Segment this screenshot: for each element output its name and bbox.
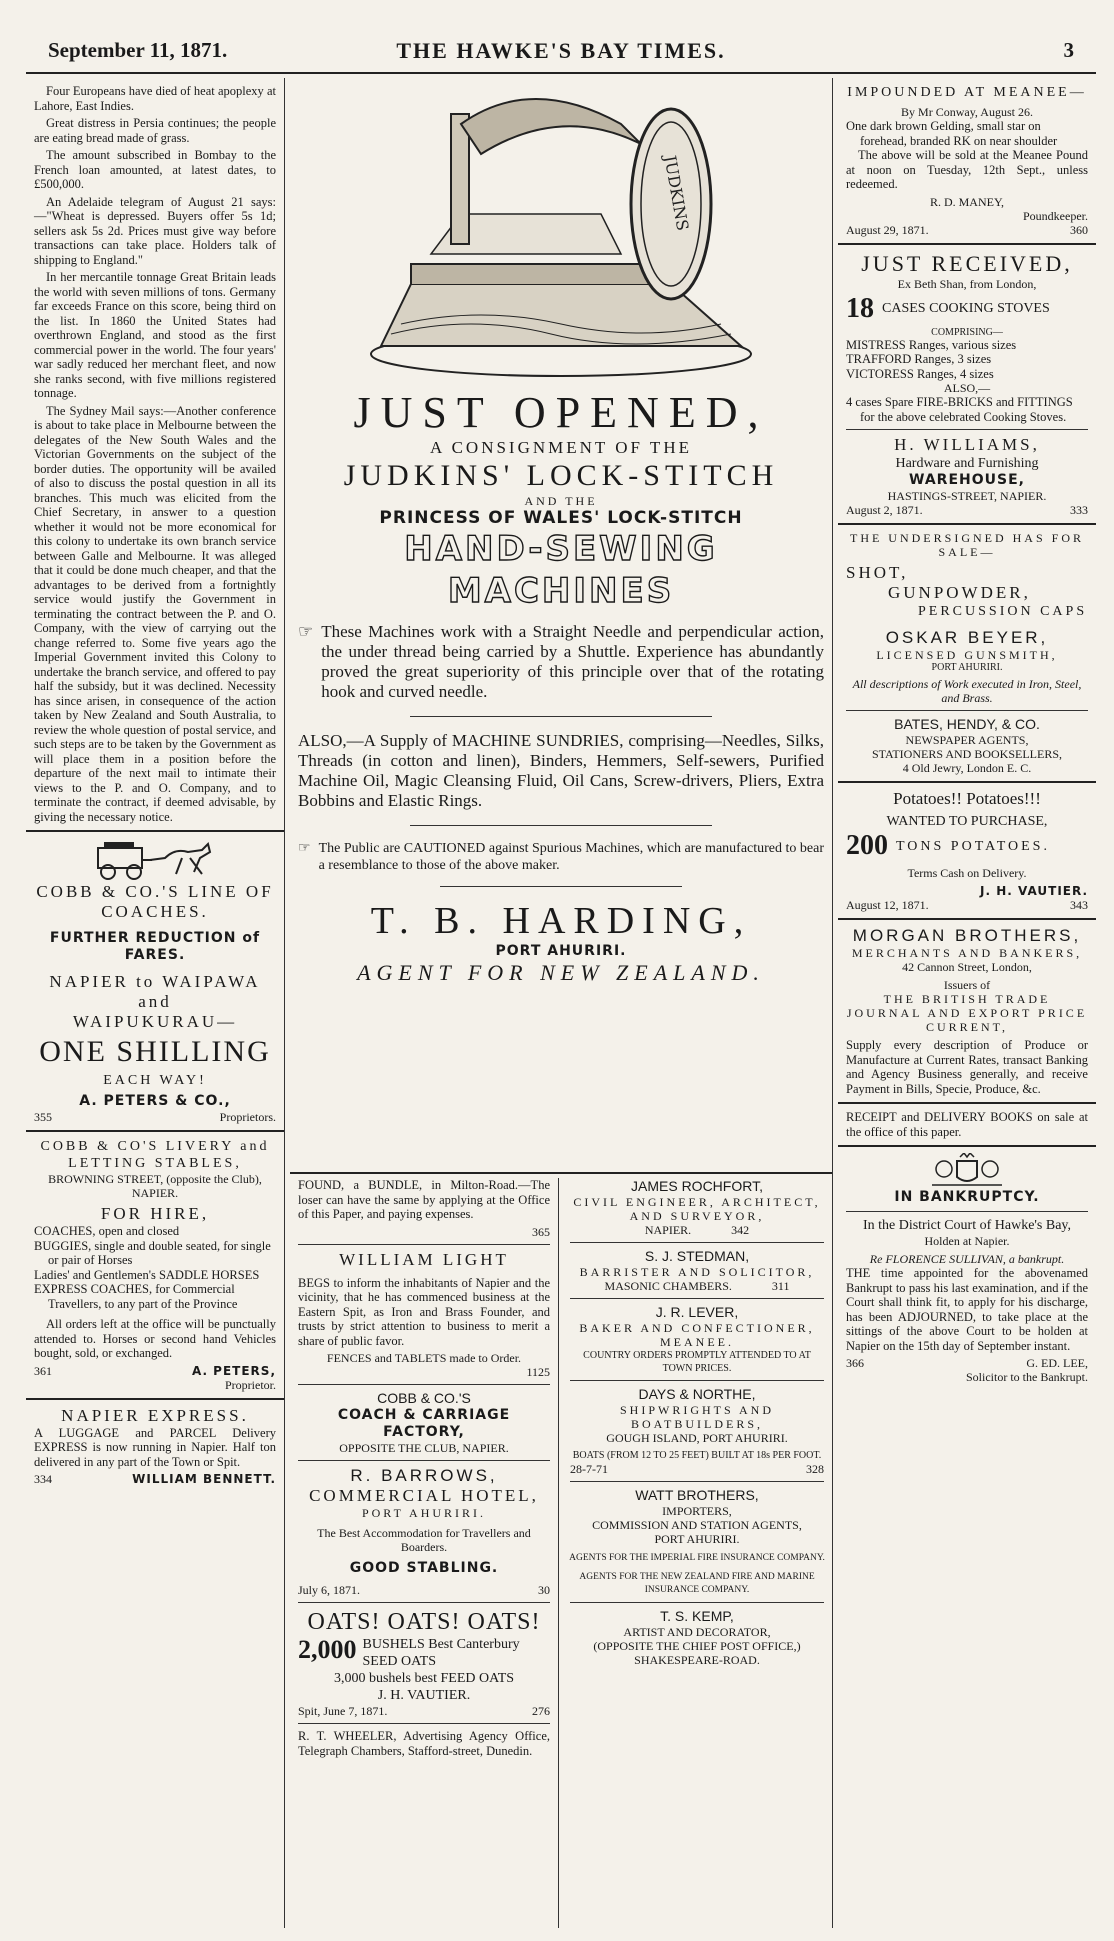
ad-number: 360 [1070, 222, 1088, 237]
lever-role: BAKER AND CONFECTIONER, [579, 1321, 815, 1335]
issue-date: September 11, 1871. [48, 38, 228, 62]
royal-coat-of-arms-icon [922, 1153, 1012, 1189]
beyer-caps: PERCUSSION CAPS [918, 604, 1088, 619]
oats-quantity: 2,000 [298, 1635, 357, 1664]
kemp-opposite: (OPPOSITE THE CHIEF POST OFFICE,) [593, 1639, 801, 1653]
masthead [26, 14, 1096, 74]
oats-heading: OATS! OATS! OATS! [307, 1609, 541, 1635]
livery-title: COBB & CO'S LIVERY and LETTING STABLES, [40, 1139, 270, 1171]
sundries-text: ALSO,—A Supply of MACHINE SUNDRIES, comprising—Needles, Silks, Threads (in cotton and linen), Binders, Hemmers, Self-sewers, Purified Machine Oil, Magic Cleansing Fluid, Oil Cans, Screw-drivers, Pliers, Extra Bobbins and Elastic Rings. [298, 731, 824, 810]
days-date: 28-7-71 [570, 1462, 608, 1476]
just-received-ex: Ex Beth Shan, from London, [897, 276, 1037, 291]
potatoes-name: J. H. VAUTIER. [980, 884, 1088, 898]
ad-number: 276 [532, 1704, 550, 1718]
kemp-name: T. S. KEMP, [660, 1608, 734, 1624]
center-right-subcolumn [562, 1178, 832, 1928]
ad-number: 355 [34, 1110, 52, 1124]
also-label: ALSO,— [943, 381, 991, 395]
morgan-role: MERCHANTS AND BANKERS, [851, 946, 1083, 960]
wheeler-notice: R. T. WHEELER, Advertising Agency Office, Telegraph Chambers, Stafford-street, Dunedin. [298, 1729, 550, 1758]
firebricks-line: 4 cases Spare FIRE-BRICKS and FITTINGS for the above celebrated Cooking Stoves. [846, 395, 1073, 424]
oats-date: Spit, June 7, 1871. [298, 1704, 388, 1718]
impound-role: Poundkeeper. [1023, 208, 1088, 223]
kemp-role: ARTIST AND DECORATOR, [623, 1625, 771, 1639]
hand-sewing-machines-heading: HAND-SEWING MACHINES [404, 529, 718, 611]
potatoes-heading: Potatoes!! Potatoes!!! [893, 789, 1041, 808]
lever-orders: COUNTRY ORDERS PROMPTLY ATTENDED TO AT TOWN PRICES. [583, 1350, 811, 1374]
stagecoach-icon [90, 838, 220, 882]
impound-by: By Mr Conway, August 26. [901, 105, 1033, 119]
comprising-label: COMPRISING— [931, 326, 1003, 338]
bates-address: 4 Old Jewry, London E. C. [902, 761, 1032, 775]
bankruptcy-held: Holden at Napier. [924, 1234, 1010, 1248]
bankruptcy-title: IN BANKRUPTCY. [894, 1189, 1040, 1205]
impound-title: IMPOUNDED AT MEANEE— [847, 85, 1087, 100]
light-fences: FENCES and TABLETS made to Order. [326, 1351, 522, 1365]
bankruptcy-text: THE time appointed for the abovenamed Bankrupt to pass his last examination, and if the Court shall think fit, to apply for his discharge, has been ADJOURNED, to take place at the sittings of the above Court to be holden at Napier on the 15th day of September instant. [846, 1266, 1088, 1353]
impound-name: R. D. MANEY, [929, 194, 1005, 209]
ad-number: 361 [34, 1363, 52, 1378]
express-title: NAPIER EXPRESS. [61, 1405, 249, 1425]
ad-number: 366 [846, 1356, 864, 1370]
cobb-price: ONE SHILLING [39, 1035, 271, 1068]
newspaper-page [26, 14, 1096, 1932]
livery-line: BUGGIES, single and double seated, for single or pair of Horses [34, 1238, 271, 1267]
impound-text: One dark brown Gelding, small star on forehead, branded RK on near shoulder [846, 119, 1058, 148]
princess-heading: PRINCESS OF WALES' LOCK-STITCH [379, 508, 743, 528]
stove-cases-count: 18 [846, 292, 874, 324]
pointing-hand-icon: ☞ [298, 622, 314, 641]
lever-place: MEANEE. [660, 1335, 734, 1349]
barrows-accommodation: The Best Accommodation for Travellers and Boarders. [317, 1526, 531, 1554]
beyer-port: PORT AHURIRI. [931, 662, 1003, 673]
bates-role: NEWSPAPER AGENTS, [905, 733, 1029, 747]
morgan-services: Supply every description of Produce or Manufacture at Current Rates, transact Banking and Agency Business generally, and receive Payment in Bills, Specie, Produce, &c. [846, 1038, 1088, 1096]
bates-trade: STATIONERS AND BOOKSELLERS, [871, 747, 1063, 761]
range-line: MISTRESS Ranges, various sizes [846, 337, 1017, 352]
ad-number: 311 [771, 1279, 790, 1293]
bates-name: BATES, HENDY, & CO. [894, 716, 1040, 732]
morgan-issuers: Issuers of [943, 978, 991, 992]
barrows-port: PORT AHURIRI. [361, 1506, 487, 1520]
potatoes-label: TONS POTATOES. [896, 838, 1050, 854]
livery-hire: FOR HIRE, [100, 1204, 210, 1223]
factory-line-3: OPPOSITE THE CLUB, NAPIER. [339, 1441, 509, 1455]
stove-cases-label: CASES COOKING STOVES [882, 301, 1050, 316]
machines-description: These Machines work with a Straight Needle and perpendicular action, the under thread being carried by a Shuttle. Experience has abundantly proved the great superiority of this principle over that of the rotating hook and curved needle. [321, 622, 824, 701]
consignment-line: A CONSIGNMENT OF THE [430, 438, 692, 457]
livery-address: BROWNING STREET, (opposite the Club), NAPIER. [48, 1172, 262, 1200]
barrows-name: R. BARROWS, [350, 1466, 498, 1485]
cobb-route-2: WAIPUKURAU— [72, 1012, 238, 1031]
livery-note: All orders left at the office will be punctually attended to. Horses or second hand Vehicles bought, sold, or exchanged. [34, 1317, 276, 1360]
news-item: In her mercantile tonnage Great Britain leads the world with seven millions of tons. Germany far exceeds France on this score, being third on the list. In 1860 the United States had overthrown England, and stood as the first commercial power in the world. The four years' war sadly reduced her merchant fleet, and now she ranks second, with five millions registered tonnage. [34, 270, 276, 400]
ad-number: 30 [538, 1583, 550, 1597]
cobb-fares: FURTHER REDUCTION of FARES. [49, 930, 261, 963]
just-opened-heading: JUST OPENED, [353, 388, 769, 437]
news-item: An Adelaide telegram of August 21 says:—"Wheat is depressed. Buyers offer 5s 1d; sellers ask 5s 2d. Prices must give way before transactions can take place. Holders talk of shipping to England." [34, 194, 276, 267]
williams-warehouse: WAREHOUSE, [909, 472, 1025, 488]
bankruptcy-role: Solicitor to the Bankrupt. [966, 1370, 1088, 1384]
rochfort-name: JAMES ROCHFORT, [631, 1178, 763, 1194]
watt-agents: COMMISSION AND STATION AGENTS, [592, 1518, 802, 1532]
ad-number: 342 [731, 1223, 750, 1237]
ad-number: 343 [1070, 898, 1088, 912]
impound-sale: The above will be sold at the Meanee Pound at noon on Tuesday, 12th Sept., unless redeemed. [846, 148, 1088, 191]
sewing-machine-illustration [351, 84, 771, 384]
potatoes-terms: Terms Cash on Delivery. [907, 866, 1027, 880]
cobb-route: NAPIER to WAIPAWA and [49, 972, 261, 1011]
barrows-hotel: COMMERCIAL HOTEL, [309, 1486, 539, 1505]
stedman-name: S. J. STEDMAN, [644, 1248, 750, 1264]
morgan-journal: THE BRITISH TRADE JOURNAL AND EXPORT PRICE CURRENT, [846, 992, 1088, 1034]
page-number: 3 [1063, 38, 1074, 62]
days-place: GOUGH ISLAND, PORT AHURIRI. [606, 1431, 788, 1445]
cobb-title: COBB & CO.'S LINE OF COACHES. [36, 882, 274, 921]
ad-number: 365 [532, 1224, 550, 1239]
oats-feed-line: 3,000 bushels best FEED OATS [333, 1671, 515, 1686]
bankruptcy-re: Re FLORENCE SULLIVAN, a bankrupt. [869, 1252, 1065, 1266]
receipt-notice: RECEIPT and DELIVERY BOOKS on sale at the office of this paper. [846, 1110, 1088, 1139]
ad-number: 1125 [526, 1365, 550, 1379]
news-item: The amount subscribed in Bombay to the French loan amounted, at latest dates, to £500,000. [34, 148, 276, 191]
proprietor-label: Proprietor. [225, 1377, 276, 1392]
watt-place: PORT AHURIRI. [654, 1532, 740, 1546]
watt-imperial: AGENTS FOR THE IMPERIAL FIRE INSURANCE COMPANY. [569, 1553, 825, 1563]
harding-heading: T. B. HARDING, [370, 900, 752, 942]
express-name: WILLIAM BENNETT. [132, 1472, 276, 1486]
beyer-name: OSKAR BEYER, [885, 628, 1049, 647]
ad-number: 328 [806, 1462, 824, 1476]
barrows-stabling: GOOD STABLING. [349, 1560, 499, 1576]
and-the: AND THE [524, 494, 598, 508]
rochfort-place: NAPIER. [644, 1223, 692, 1237]
watt-nz-fire: AGENTS FOR THE NEW ZEALAND FIRE AND MARINE INSURANCE COMPANY. [579, 1572, 815, 1595]
williams-name: H. WILLIAMS, [894, 435, 1040, 454]
newspaper-title: THE HAWKE'S BAY TIMES. [396, 38, 726, 63]
days-name: DAYS & NORTHE, [638, 1386, 756, 1402]
rochfort-role: CIVIL ENGINEER, ARCHITECT, AND SURVEYOR, [573, 1195, 821, 1223]
beyer-header: THE UNDERSIGNED HAS FOR SALE— [849, 531, 1084, 559]
livery-line: COACHES, open and closed [34, 1224, 180, 1238]
bankruptcy-name: G. ED. LEE, [1026, 1356, 1088, 1370]
morgan-name: MORGAN BROTHERS, [852, 926, 1082, 945]
right-column [838, 78, 1096, 1928]
livery-line: EXPRESS COACHES, for Commercial Travellers, to any part of the Province [34, 1282, 238, 1311]
williams-address: HASTINGS-STREET, NAPIER. [887, 489, 1047, 503]
watt-name: WATT BROTHERS, [635, 1487, 759, 1503]
beyer-shot: SHOT, [846, 563, 909, 582]
lever-name: J. R. LEVER, [655, 1304, 739, 1320]
ad-number: 333 [1070, 503, 1088, 517]
stedman-role: BARRISTER AND SOLICITOR, [579, 1265, 815, 1279]
center-column [290, 78, 833, 1928]
morgan-address: 42 Cannon Street, London, [902, 960, 1032, 974]
days-role: SHIPWRIGHTS AND BOATBUILDERS, [619, 1403, 774, 1431]
ad-number: 334 [34, 1472, 52, 1486]
potatoes-date: August 12, 1871. [846, 898, 929, 912]
proprietors-label: Proprietors. [219, 1110, 276, 1124]
express-text: A LUGGAGE and PARCEL Delivery EXPRESS is now running in Napier. Half ton delivered in any part of the Town or Spit. [34, 1425, 276, 1469]
found-notice: FOUND, a BUNDLE, in Milton-Road.—The loser can have the same by applying at the Office of this Paper, and paying expenses. [298, 1178, 550, 1221]
beyer-role: LICENSED GUNSMITH, [876, 648, 1058, 662]
agent-line: AGENT FOR NEW ZEALAND. [357, 960, 765, 985]
news-item: Four Europeans have died of heat apoplexy at Lahore, East Indies. [34, 84, 276, 113]
judkins-heading: JUDKINS' LOCK-STITCH [343, 459, 779, 492]
livery-line: Ladies' and Gentlemen's SADDLE HORSES [34, 1267, 260, 1282]
oats-name: J. H. VAUTIER. [377, 1688, 471, 1703]
center-split-columns [290, 1172, 832, 1928]
impound-date: August 29, 1871. [846, 222, 929, 237]
light-title: WILLIAM LIGHT [339, 1249, 509, 1269]
barrows-date: July 6, 1871. [298, 1583, 361, 1597]
range-line: TRAFFORD Ranges, 3 sizes [846, 352, 992, 366]
light-text: BEGS to inform the inhabitants of Napier and the vicinity, that he has commenced business at the Eastern Spit, as Iron and Brass Founder, and trusts by strict attention to business to merit a share of public favor. [298, 1275, 550, 1348]
potatoes-wanted: WANTED TO PURCHASE, [886, 814, 1048, 829]
beyer-work: All descriptions of Work executed in Iron, Steel, and Brass. [852, 677, 1082, 705]
news-item: Great distress in Persia continues; the people are eating bread made of grass. [34, 116, 276, 145]
williams-date: August 2, 1871. [846, 503, 923, 517]
pointing-hand-icon: ☞ [298, 841, 311, 856]
cobb-proprietor: A. PETERS & CO., [79, 1093, 231, 1109]
stedman-place: MASONIC CHAMBERS. [604, 1279, 732, 1293]
caution-text: The Public are CAUTIONED against Spurious Machines, which are manufactured to bear a resemblance to those of the above maker. [318, 841, 824, 873]
range-line: VICTORESS Ranges, 4 sizes [846, 366, 994, 381]
livery-proprietor: A. PETERS, [191, 1363, 276, 1378]
days-boats: BOATS (FROM 12 TO 25 FEET) BUILT AT 18s PER FOOT. [572, 1450, 822, 1461]
kemp-road: SHAKESPEARE-ROAD. [634, 1653, 760, 1667]
potatoes-tons: 200 [846, 830, 888, 861]
center-left-subcolumn [290, 1178, 559, 1928]
left-column [26, 78, 285, 1928]
news-item: The Sydney Mail says:—Another conference is about to take place in Melbourne between the delegates of the New South Wales and the Victorian Governments on the subject of the border duties. The opportunity will be availed of also to discuss the postal question in all its branches. This much was elicited from the Chief Secretary, in answer to a question whether it would not be more economical for this colony to undertake its own branch service between Galle and Melbourne. It was alleged that it could be done much cheaper, and that the advantages to be derived from a fortnightly service would justify the Government in terminating the contract between the P. and O. Company, with the view of carrying out the change referred to. Some five years ago the Imperial Government invited this Colony to undertake the branch service, and offered to pay half the subsidy, but it was declined. Necessity has since arisen, in consequence of the action taken by New Zealand and South Australia, to review the whole question of postal service, and such steps are to be taken by the Government as will place them in a position before the departure of the next mail to intimate their views to the P. and O. Company, and to terminate the contract, if deemed advisable, by giving the necessary notice. [34, 403, 276, 824]
factory-line-2: COACH & CARRIAGE FACTORY, [337, 1407, 511, 1440]
watt-importers: IMPORTERS, [662, 1504, 732, 1518]
factory-line-1: COBB & CO.'S [377, 1390, 471, 1406]
bankruptcy-court: In the District Court of Hawke's Bay, [862, 1218, 1072, 1233]
machine-brand-label: JUDKINS [660, 153, 693, 233]
just-received-title: JUST RECEIVED, [861, 250, 1073, 276]
cobb-each-way: EACH WAY! [103, 1073, 207, 1088]
williams-trade: Hardware and Furnishing [895, 456, 1039, 471]
beyer-gunpowder: GUNPOWDER, [888, 583, 1031, 602]
oats-seed-line: BUSHELS Best Canterbury SEED OATS [362, 1637, 520, 1669]
port-ahuriri: PORT AHURIRI. [495, 943, 627, 959]
